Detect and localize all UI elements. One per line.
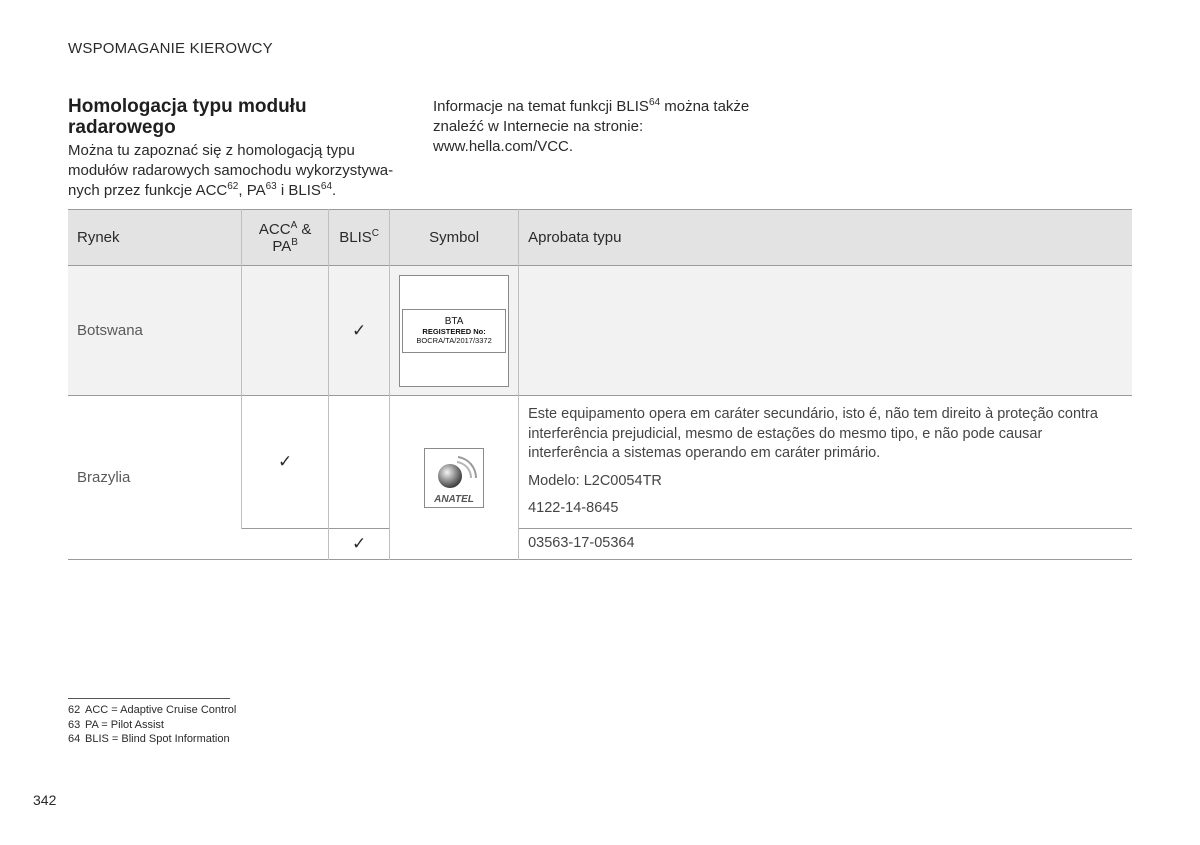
header-pa-sup: B [291, 236, 298, 248]
blis-info-text-a: Informacje na temat funkcji BLIS [433, 98, 649, 115]
section-header: WSPOMAGANIE KIEROWCY [68, 40, 273, 57]
footnote-64 [68, 732, 236, 747]
header-acc-pa [242, 210, 329, 266]
header-acc-text: ACC [258, 220, 291, 238]
intro-text-a: Można tu zapoznać się z homologacją typu modułów radarowych samochodu wykorzystywa-nych przez funkcje ACC [68, 142, 394, 199]
anatel-logo [424, 448, 484, 508]
intro-paragraph [68, 141, 408, 201]
header-market: Rynek [77, 229, 120, 246]
header-blis-text: BLIS [339, 229, 372, 246]
brazil-approval-code-2: 03563-17-05364 [528, 535, 635, 552]
page-title: Homologacja typu modułu radarowego [68, 96, 307, 138]
brazil-acc-pa-check: ✓ [242, 396, 329, 529]
brazil-row2-acc-pa-cell [242, 529, 329, 560]
anatel-logo-text: ANATEL [434, 493, 474, 505]
footnote-text: BLIS = Blind Spot Information [85, 733, 230, 745]
header-symbol: Symbol [390, 210, 519, 266]
footnote-ref-62: 62 [227, 181, 239, 192]
footnote-63 [68, 718, 236, 733]
approval-table [68, 209, 1132, 560]
brazil-approval-code-2-cell [519, 529, 1132, 560]
header-pa-text: & PA [272, 220, 312, 255]
footnote-ref-64: 64 [320, 181, 333, 192]
brazil-row2-blis-check: ✓ [329, 529, 390, 560]
page-number: 342 [33, 792, 57, 808]
botswana-blis-check: ✓ [329, 266, 390, 396]
market-brazil: Brazylia [77, 469, 131, 486]
bta-registration-label [399, 275, 509, 387]
botswana-acc-pa-cell [242, 266, 329, 396]
bta-label-registered: REGISTERED No: [422, 327, 486, 336]
botswana-symbol-cell [390, 266, 519, 396]
table-header-row [68, 210, 1132, 266]
header-acc-sup: A [290, 219, 298, 231]
blis-info-text-b: można także znaleźć w Internecie na stronie: www.hella.com/VCC. [433, 98, 750, 155]
footnote-number: 63 [68, 718, 81, 731]
footnote-number: 64 [68, 733, 81, 745]
footnotes [68, 703, 236, 747]
footnote-number: 62 [68, 704, 81, 716]
bta-label-box [402, 309, 506, 353]
brazil-approval-code-1: 4122-14-8645 [528, 500, 619, 517]
intro-text-d: . [332, 182, 337, 199]
market-botswana: Botswana [77, 322, 143, 339]
brazil-approval-notice: Este equipamento opera em caráter secundário, isto é, não tem direito à proteção contra interferência prejudicial, mesmo de estações do mesmo tipo, e não pode causar interferência a sistemas operando em caráter primário. [528, 406, 1098, 462]
bta-label-title: BTA [444, 316, 464, 327]
botswana-approval-cell [519, 266, 1132, 396]
table-row-botswana [68, 266, 1132, 396]
header-blis [329, 210, 390, 266]
header-approval: Aprobata typu [519, 210, 1132, 266]
intro-text-b: , PA [238, 182, 266, 199]
footnote-ref-64-right: 64 [648, 97, 661, 108]
footnote-62 [68, 703, 236, 718]
blis-info-paragraph [433, 97, 773, 157]
brazil-approval-cell [519, 396, 1132, 529]
footnote-text: ACC = Adaptive Cruise Control [85, 704, 237, 716]
intro-text-c: i BLIS [276, 182, 321, 199]
bta-label-number: BOCRA/TA/2017/3372 [416, 336, 492, 345]
header-blis-sup: C [371, 228, 379, 239]
table-row-brazil [68, 396, 1132, 529]
footnote-divider [68, 698, 230, 699]
footnote-ref-63: 63 [265, 181, 277, 192]
brazil-model: Modelo: L2C0054TR [528, 472, 662, 489]
brazil-blis-cell [329, 396, 390, 529]
brazil-symbol-cell [390, 396, 519, 560]
footnote-text: PA = Pilot Assist [85, 718, 164, 731]
